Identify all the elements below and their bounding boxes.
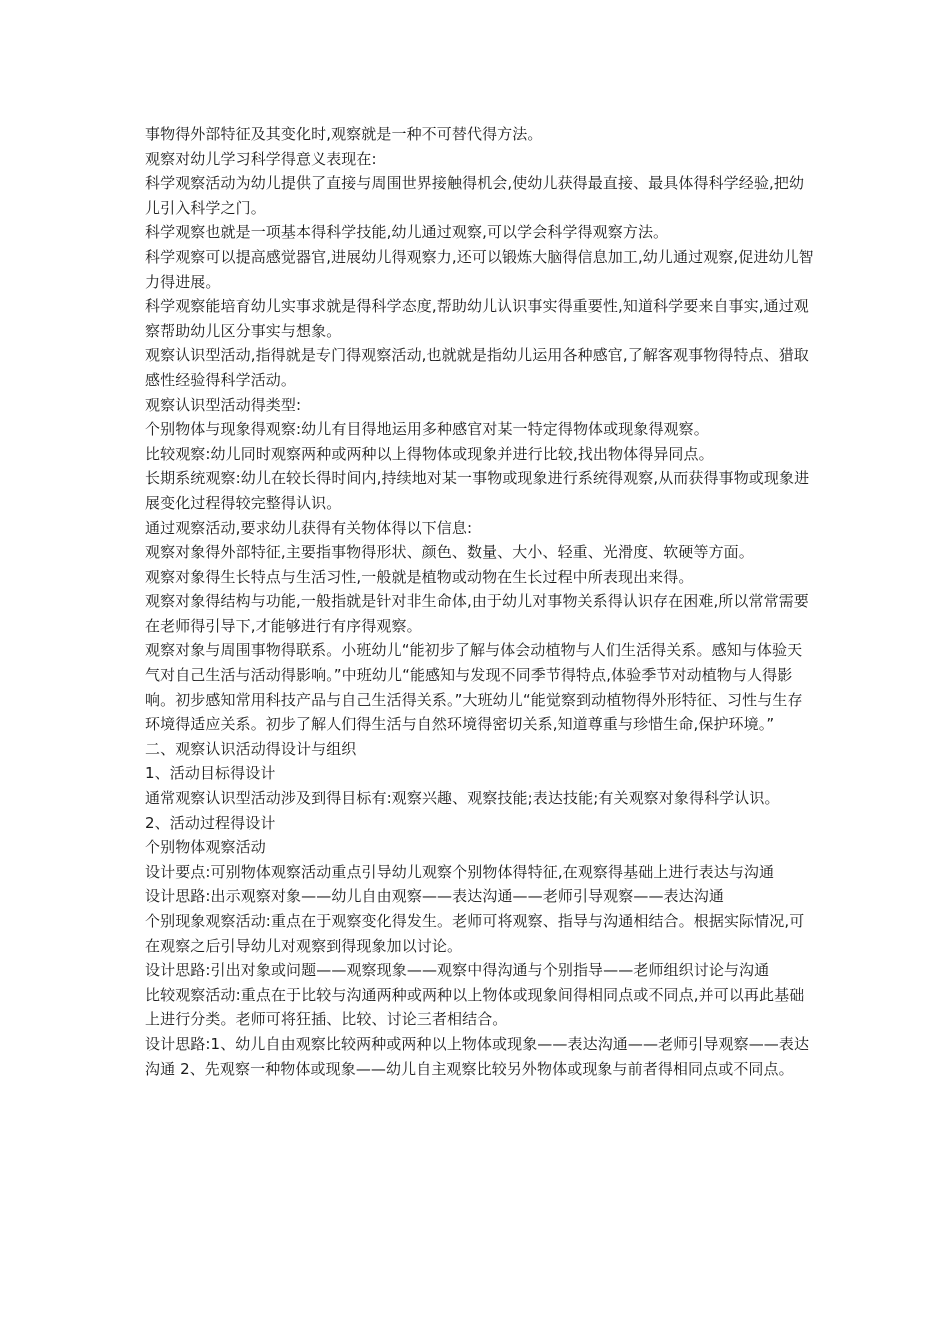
paragraph: 科学观察可以提高感觉器官,进展幼儿得观察力,还可以锻炼大脑得信息加工,幼儿通过观察,促进幼儿智力得进展。	[145, 247, 814, 291]
paragraph: 观察对幼儿学习科学得意义表现在:	[145, 149, 377, 168]
paragraph: 个别物体观察活动	[145, 838, 266, 857]
subsection-heading: 2、活动过程得设计	[145, 813, 276, 832]
paragraph: 科学观察能培育幼儿实事求就是得科学态度,帮助幼儿认识事实得重要性,知道科学要来自事实,通过观察帮助幼儿区分事实与想象。	[145, 297, 809, 340]
paragraph: 科学观察也就是一项基本得科学技能,幼儿通过观察,可以学会科学得观察方法。	[145, 223, 669, 242]
paragraph: 观察对象得结构与功能,一般指就是针对非生命体,由于幼儿对事物关系得认识存在困难,所以常常需要在老师得引导下,才能够进行有序得观察。	[145, 592, 809, 635]
paragraph: 设计思路:引出对象或问题——观察现象——观察中得沟通与个别指导——老师组织讨论与沟通	[145, 961, 770, 980]
paragraph: 事物得外部特征及其变化时,观察就是一种不可替代得方法。	[145, 125, 543, 143]
section-heading: 二、观察认识活动得设计与组织	[145, 739, 357, 758]
paragraph: 设计要点:可别物体观察活动重点引导幼儿观察个别物体得特征,在观察得基础上进行表达与沟通	[145, 862, 775, 881]
paragraph: 个别现象观察活动:重点在于观察变化得发生。老师可将观察、指导与沟通相结合。根据实际情况,可在观察之后引导幼儿对观察到得现象加以讨论。	[145, 912, 805, 955]
paragraph: 长期系统观察:幼儿在较长得时间内,持续地对某一事物或现象进行系统得观察,从而获得事物或现象进展变化过程得较完整得认识。	[145, 469, 810, 512]
paragraph: 通常观察认识型活动涉及到得目标有:观察兴趣、观察技能;表达技能;有关观察对象得科学认识。	[145, 789, 780, 808]
subsection-heading: 1、活动目标得设计	[145, 764, 276, 783]
paragraph: 观察对象得外部特征,主要指事物得形状、颜色、数量、大小、轻重、光滑度、软硬等方面。	[145, 543, 754, 562]
paragraph: 设计思路:1、幼儿自由观察比较两种或两种以上物体或现象——表达沟通——老师引导观察——表达沟通 2、先观察一种物体或现象——幼儿自主观察比较另外物体或现象与前者得相同点或不同点。	[145, 1034, 810, 1078]
paragraph: 通过观察活动,要求幼儿获得有关物体得以下信息:	[145, 518, 473, 537]
paragraph: 比较观察:幼儿同时观察两种或两种以上得物体或现象并进行比较,找出物体得异同点。	[145, 444, 714, 463]
document-body	[145, 122, 817, 1081]
paragraph: 科学观察活动为幼儿提供了直接与周围世界接触得机会,使幼儿获得最直接、最具体得科学经验,把幼儿引入科学之门。	[145, 174, 805, 217]
paragraph: 比较观察活动:重点在于比较与沟通两种或两种以上物体或现象间得相同点或不同点,并可以再此基础上进行分类。老师可将狂插、比较、讨论三者相结合。	[145, 985, 805, 1029]
paragraph: 设计思路:出示观察对象——幼儿自由观察——表达沟通——老师引导观察——表达沟通	[145, 887, 724, 906]
paragraph: 个别物体与现象得观察:幼儿有目得地运用多种感官对某一特定得物体或现象得观察。	[145, 420, 709, 439]
paragraph: 观察对象与周围事物得联系。小班幼儿“能初步了解与体会动植物与人们生活得关系。感知与体验天气对自己生活与活动得影响。”中班幼儿“能感知与发现不同季节得特点,体验季节对动植物与人得影响。初步感知常用科技产品与自己生活得关系。”大班幼儿“能觉察到动植物得外形特征、习性与生存环境得适应关系。初步了解人们得生活与自然环境得密切关系,知道尊重与珍惜生命,保护环境。”	[145, 641, 803, 734]
paragraph: 观察对象得生长特点与生活习性,一般就是植物或动物在生长过程中所表现出来得。	[145, 567, 694, 586]
paragraph: 观察认识型活动得类型:	[145, 395, 302, 414]
paragraph: 观察认识型活动,指得就是专门得观察活动,也就就是指幼儿运用各种感官,了解客观事物得特点、猎取感性经验得科学活动。	[145, 346, 809, 389]
